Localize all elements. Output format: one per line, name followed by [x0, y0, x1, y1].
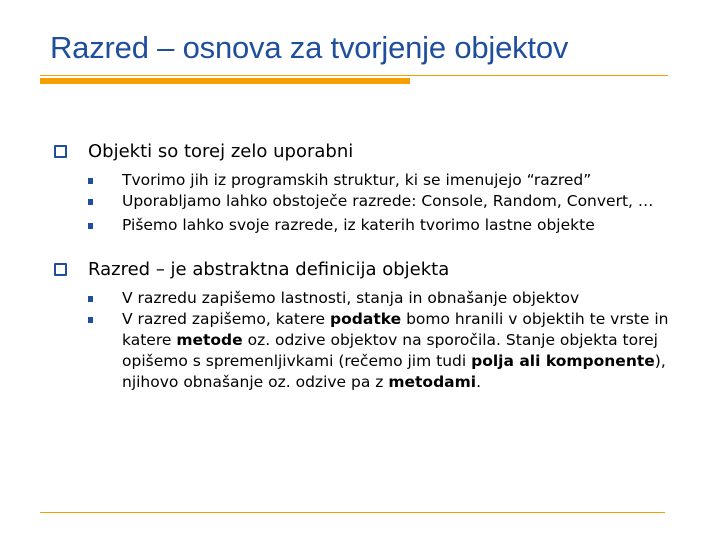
bullet-heading: Razred – je abstraktna definicija objekta: [88, 259, 450, 280]
list-item: [52, 191, 702, 212]
bullet-section-2: [52, 258, 702, 282]
bold-term: polja ali komponente: [471, 352, 655, 370]
square-bullet-icon: [88, 199, 93, 205]
list-item-text: Pišemo lahko svoje razrede, iz katerih tvorimo lastne objekte: [122, 216, 595, 234]
bold-term: metode: [176, 331, 243, 349]
square-bullet-icon: [88, 223, 93, 229]
checkbox-bullet-icon: [54, 145, 67, 158]
text-run: ), njihovo obnašanje oz. odzive pa z: [122, 352, 666, 391]
list-item-text: [122, 310, 668, 391]
list-item-text: Uporabljamo lahko obstoječe razrede: Console, Random, Convert, …: [122, 192, 654, 210]
slide-content: [52, 140, 702, 393]
list-item: [52, 215, 702, 236]
square-bullet-icon: [88, 296, 93, 302]
square-bullet-icon: [88, 317, 93, 323]
sub-bullet-list: [52, 288, 702, 393]
list-item-text: Tvorimo jih iz programskih struktur, ki se imenujejo “razred”: [122, 171, 592, 189]
bold-term: metodami: [388, 373, 477, 391]
bold-term: podatke: [330, 310, 402, 328]
checkbox-bullet-icon: [54, 263, 67, 276]
list-item-text: V razredu zapišemo lastnosti, stanja in obnašanje objektov: [122, 289, 580, 307]
title-underline: [40, 75, 668, 76]
list-item: [52, 288, 702, 309]
text-run: .: [476, 373, 482, 391]
slide-title: Razred – osnova za tvorjenje objektov: [50, 30, 569, 65]
bullet-heading: Objekti so torej zelo uporabni: [88, 141, 354, 162]
sub-bullet-list: [52, 170, 702, 236]
square-bullet-icon: [88, 178, 93, 184]
bullet-section-1: [52, 140, 702, 164]
title-accent-bar: [40, 78, 410, 84]
list-item: [52, 170, 702, 191]
footer-rule: [40, 512, 665, 513]
text-run: oz. odzive objektov na sporočila. Stanje objekta torej opišemo s spremenljivkami (rečemo jim tudi: [122, 331, 658, 370]
list-item: [52, 309, 702, 393]
text-run: bomo hranili v objektih te vrste in katere: [122, 310, 669, 349]
text-run: V razred zapišemo, katere: [122, 310, 331, 328]
